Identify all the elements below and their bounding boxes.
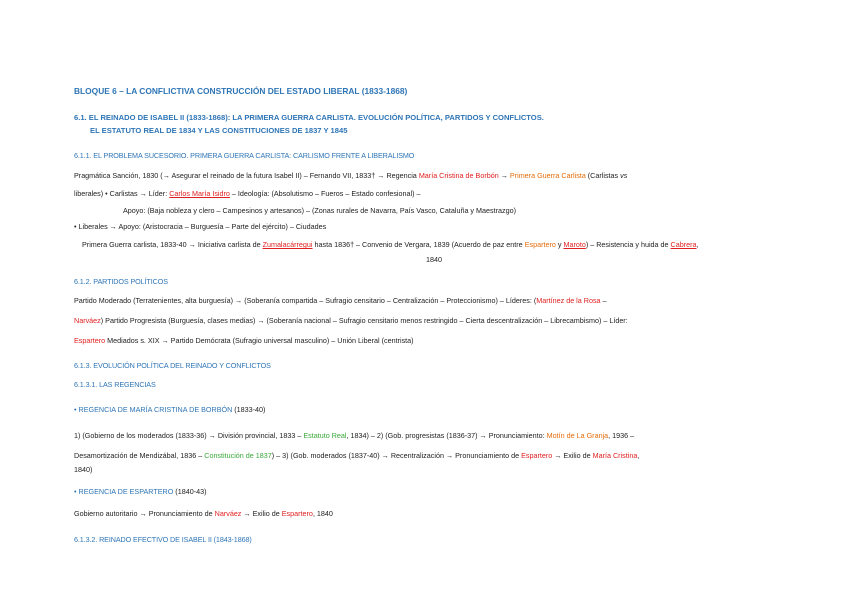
paragraph-line: liberales) • Carlistas → Líder: Carlos María Isidro – Ideología: (Absolutismo – Fueros – Estado confesional) – (74, 189, 421, 198)
name-espartero: Espartero (74, 336, 106, 345)
term-motin-la-granja: Motín de La Granja (546, 431, 609, 440)
name-martinez-de-la-rosa: Martínez de la Rosa (536, 296, 601, 305)
section-6-1-subtitle: EL ESTATUTO REAL DE 1834 Y LAS CONSTITUCIONES DE 1837 Y 1845 (90, 126, 348, 135)
section-6-1-1-title: 6.1.1. EL PROBLEMA SUCESORIO. PRIMERA GUERRA CARLISTA: CARLISMO FRENTE A LIBERALISMO (74, 151, 415, 160)
paragraph-line: 1) (Gobierno de los moderados (1833-36) → División provincial, 1833 – Estatuto Real, 1834) – 2) (Gob. progresistas (1836-37) → Pronunciamiento: Motín de La Granja, 1936 – (74, 431, 635, 440)
name-espartero: Espartero (281, 509, 313, 518)
term-primera-guerra-carlista: Primera Guerra Carlista (509, 171, 586, 180)
bloque-title: BLOQUE 6 – LA CONFLICTIVA CONSTRUCCIÓN DEL ESTADO LIBERAL (1833-1868) (74, 86, 408, 96)
name-espartero: Espartero (524, 240, 556, 249)
name-zumalacarregui: Zumalacárregui (262, 240, 313, 249)
paragraph-line: Apoyo: (Baja nobleza y clero – Campesinos y artesanos) – (Zonas rurales de Navarra, País Vasco, Cataluña y Maestrazgo) (123, 206, 516, 215)
section-6-1-3-title: 6.1.3. EVOLUCIÓN POLÍTICA DEL REINADO Y CONFLICTOS (74, 361, 271, 370)
section-6-1-title: 6.1. EL REINADO DE ISABEL II (1833-1868): LA PRIMERA GUERRA CARLISTA. EVOLUCIÓN POLÍTICA, PARTIDOS Y CONFLICTOS. (74, 113, 544, 122)
paragraph-line: 1840 (426, 255, 442, 264)
paragraph-line: Narváez) Partido Progresista (Burguesía, clases medias) → (Soberanía nacional – Sufragio censitario menos restringido – Cierta descentralización – Librecambismo) – Líder: (74, 316, 628, 325)
paragraph-line: Pragmática Sanción, 1830 (→ Asegurar el reinado de la futura Isabel II) – Fernando VII, 1833† → Regencia María Cristina de Borbón → Primera Guerra Carlista (Carlistas vs (74, 171, 628, 180)
name-cabrera: Cabrera (670, 240, 697, 249)
paragraph-line: 1840) (74, 465, 93, 474)
paragraph-line: • Liberales → Apoyo: (Aristocracia – Burguesía – Parte del ejército) – Ciudades (74, 222, 327, 231)
section-6-1-2-title: 6.1.2. PARTIDOS POLÍTICOS (74, 277, 168, 286)
paragraph-line: Espartero Mediados s. XIX → Partido Demócrata (Sufragio universal masculino) – Unión Liberal (centrista) (74, 336, 414, 345)
name-maria-cristina: María Cristina (592, 451, 638, 460)
subsection-heading: • REGENCIA DE MARÍA CRISTINA DE BORBÓN (1833-40) (74, 405, 266, 414)
subsection-heading: • REGENCIA DE ESPARTERO (1840-43) (74, 487, 207, 496)
section-6-1-3-2-title: 6.1.3.2. REINADO EFECTIVO DE ISABEL II (1843-1868) (74, 535, 252, 544)
name-carlos-maria-isidro: Carlos María Isidro (169, 189, 230, 198)
name-espartero: Espartero (521, 451, 553, 460)
paragraph-line: Partido Moderado (Terratenientes, alta burguesía) → (Soberanía compartida – Sufragio censitario – Centralización – Proteccionismo) – Líderes: (Martínez de la Rosa – (74, 296, 607, 305)
name-narvaez: Narváez (214, 509, 242, 518)
paragraph-line: Primera Guerra carlista, 1833-40 → Iniciativa carlista de Zumalacárregui hasta 1836† – Convenio de Vergara, 1839 (Acuerdo de paz entre Espartero y Maroto) – Resistencia y huida de Cabrera, (82, 240, 699, 249)
section-6-1-3-1-title: 6.1.3.1. LAS REGENCIAS (74, 380, 156, 389)
name-maria-cristina: María Cristina de Borbón (418, 171, 499, 180)
paragraph-line: Gobierno autoritario → Pronunciamiento de Narváez → Exilio de Espartero, 1840 (74, 509, 333, 518)
name-maroto: Maroto (563, 240, 586, 249)
name-narvaez: Narváez (74, 316, 101, 325)
term-estatuto-real: Estatuto Real (303, 431, 347, 440)
term-constitucion-1837: Constitución de 1837 (204, 451, 272, 460)
paragraph-line: Desamortización de Mendizábal, 1836 – Constitución de 1837) – 3) (Gob. moderados (1837-40) → Recentralización → Pronunciamiento de Espartero → Exilio de María Cristina, (74, 451, 640, 460)
